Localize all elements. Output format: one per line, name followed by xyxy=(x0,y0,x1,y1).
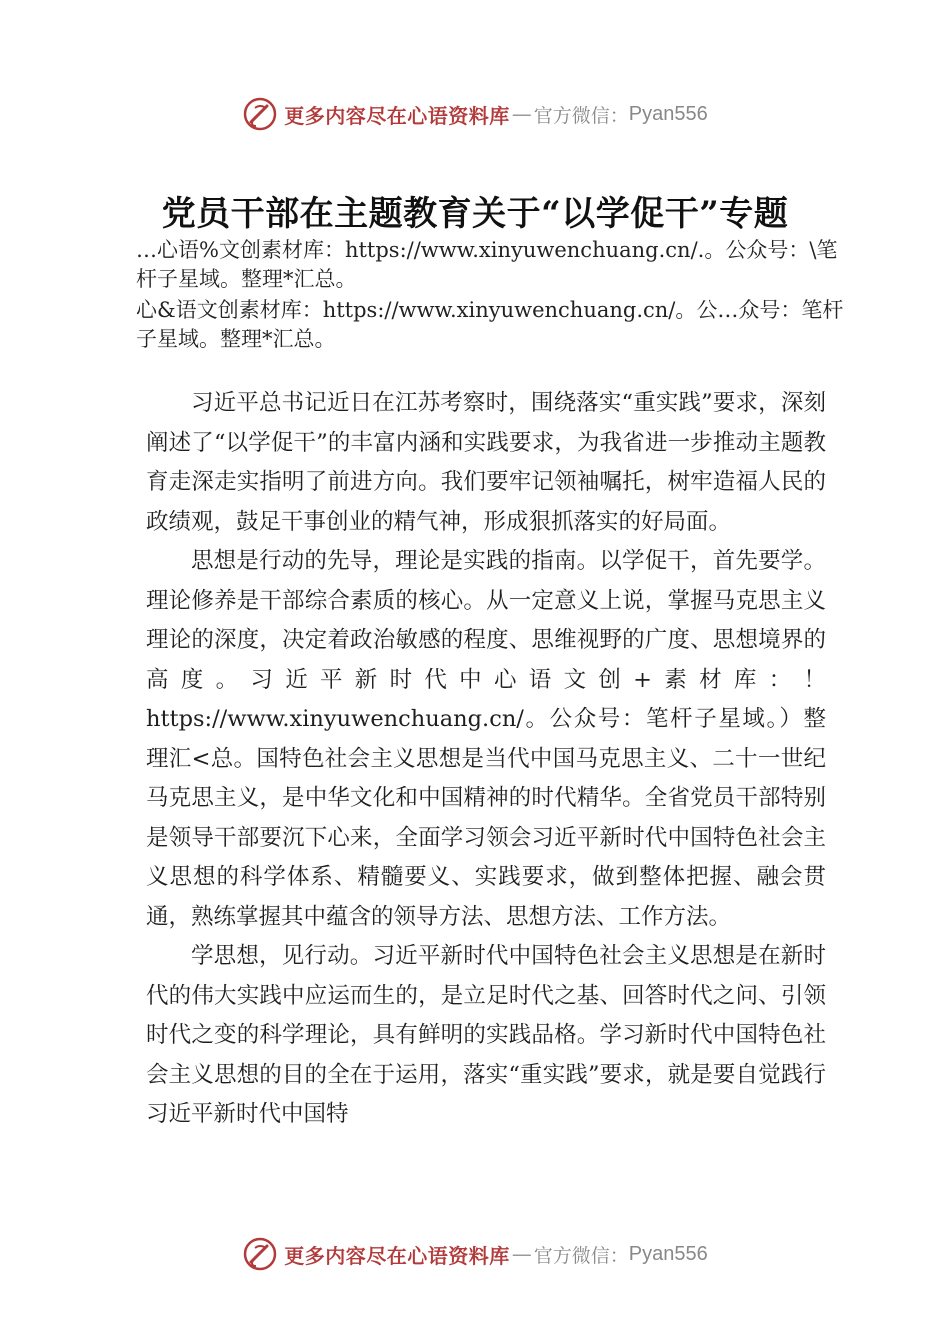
brand-logo-icon xyxy=(242,1236,278,1272)
document-title: 党员干部在主题教育关于“以学促干”专题 xyxy=(161,194,789,234)
watermark-text: 心&语文创素材库：https://www.xinyuwenchuang.cn/。公…众号：笔杆子星域。整理*汇总。 xyxy=(136,298,844,351)
body-paragraph: 习近平总书记近日在江苏考察时，围绕落实“重实践”要求，深刻阐述了“以学促干”的丰富内涵和实践要求，为我省进一步推动主题教育走深走实指明了前进方向。我们要牢记领袖嘱托，树牢造福人民的政绩观，鼓足干事创业的精气神，形成狠抓落实的好局面。 xyxy=(146,390,826,535)
brand-logo-icon xyxy=(242,96,278,132)
body-paragraph: 学思想，见行动。习近平新时代中国特色社会主义思想是在新时代的伟大实践中应运而生的，是立足时代之基、回答时代之问、引领时代之变的科学理论，具有鲜明的实践品格。学习新时代中国特色社会主义思想的目的全在于运用，落实“重实践”要求，就是要自觉践行习近平新时代中国特 xyxy=(146,943,826,1127)
footer-wechat-label: 官方微信： xyxy=(533,1244,629,1267)
header-wechat-id: Pyan556 xyxy=(628,102,708,125)
watermark-text: …心语%文创素材库：https://www.xinyuwenchuang.cn/.。公众号：\笔杆子星域。整理*汇总。 xyxy=(136,238,838,291)
footer-brand-text: 更多内容尽在心语资料库 xyxy=(284,1243,510,1268)
header-brand-dash: — xyxy=(511,102,532,126)
header-brand-bar xyxy=(0,92,950,136)
document-body xyxy=(146,384,826,1135)
footer-brand-bar xyxy=(0,1232,950,1276)
body-paragraph: 思想是行动的先导，理论是实践的指南。以学促干，首先要学。理论修养是干部综合素质的核心。从一定意义上说，掌握马克思主义理论的深度，决定着政治敏感的程度、思维视野的广度、思想境界的高度。习近平新时代中心语文创+素材库：！https://www.xinyuwenchuang.cn/。公众号：笔杆子星域。）整理汇<总。国特色社会主义思想是当代中国马克思主义、二十一世纪马克思主义，是中华文化和中国精神的时代精华。全省党员干部特别是领导干部要沉下心来，全面学习领会习近平新时代中国特色社会主义思想的科学体系、精髓要义、实践要求，做到整体把握、融会贯通，熟练掌握其中蕴含的领导方法、思想方法、工作方法。 xyxy=(146,548,826,930)
header-brand-text: 更多内容尽在心语资料库 xyxy=(284,103,510,128)
header-wechat-label: 官方微信： xyxy=(533,104,629,127)
footer-wechat-id: Pyan556 xyxy=(628,1242,708,1265)
footer-brand-dash: — xyxy=(511,1242,532,1266)
